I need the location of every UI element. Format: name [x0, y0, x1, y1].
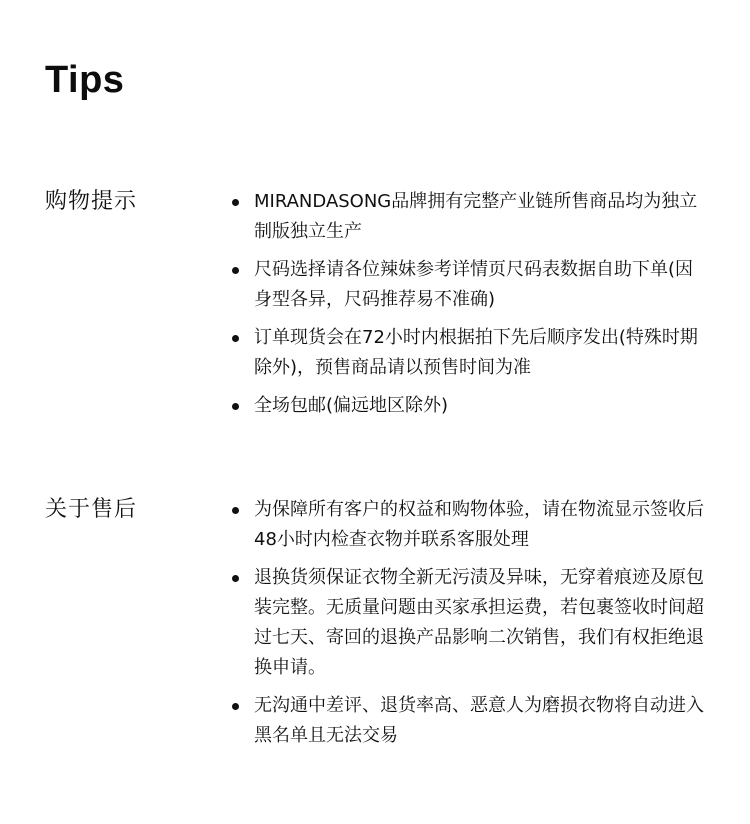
list-item-text: MIRANDASONG品牌拥有完整产业链所售商品均为独立制版独立生产 — [254, 191, 698, 242]
section-heading-after-sales: 关于售后 — [45, 497, 138, 522]
bullet-icon — [232, 267, 239, 274]
list-item-text: 为保障所有客户的权益和购物体验，请在物流显示签收后48小时内检查衣物并联系客服处理 — [254, 499, 704, 550]
bullet-icon — [232, 335, 239, 342]
list-item-text: 订单现货会在72小时内根据拍下先后顺序发出(特殊时期除外)，预售商品请以预售时间为准 — [254, 327, 698, 378]
list-item — [232, 391, 707, 421]
list-item — [232, 495, 707, 555]
list-item — [232, 691, 707, 751]
bullet-icon — [232, 703, 239, 710]
page-title: Tips — [45, 59, 125, 101]
bullet-icon — [232, 507, 239, 514]
shopping-tips-list — [232, 187, 707, 429]
bullet-icon — [232, 403, 239, 410]
list-item — [232, 563, 707, 683]
after-sales-list — [232, 495, 707, 759]
list-item-text: 尺码选择请各位辣妹参考详情页尺码表数据自助下单(因身型各异，尺码推荐易不准确) — [254, 259, 694, 310]
list-item — [232, 255, 707, 315]
list-item — [232, 187, 707, 247]
list-item-text: 无沟通中差评、退货率高、恶意人为磨损衣物将自动进入黑名单且无法交易 — [254, 695, 704, 746]
section-heading-shopping-tips: 购物提示 — [45, 189, 138, 214]
list-item — [232, 323, 707, 383]
bullet-icon — [232, 575, 239, 582]
list-item-text: 退换货须保证衣物全新无污渍及异味，无穿着痕迹及原包装完整。无质量问题由买家承担运费，若包裹签收时间超过七天、寄回的退换产品影响二次销售，我们有权拒绝退换申请。 — [254, 567, 704, 678]
bullet-icon — [232, 199, 239, 206]
list-item-text: 全场包邮(偏远地区除外) — [254, 395, 449, 416]
